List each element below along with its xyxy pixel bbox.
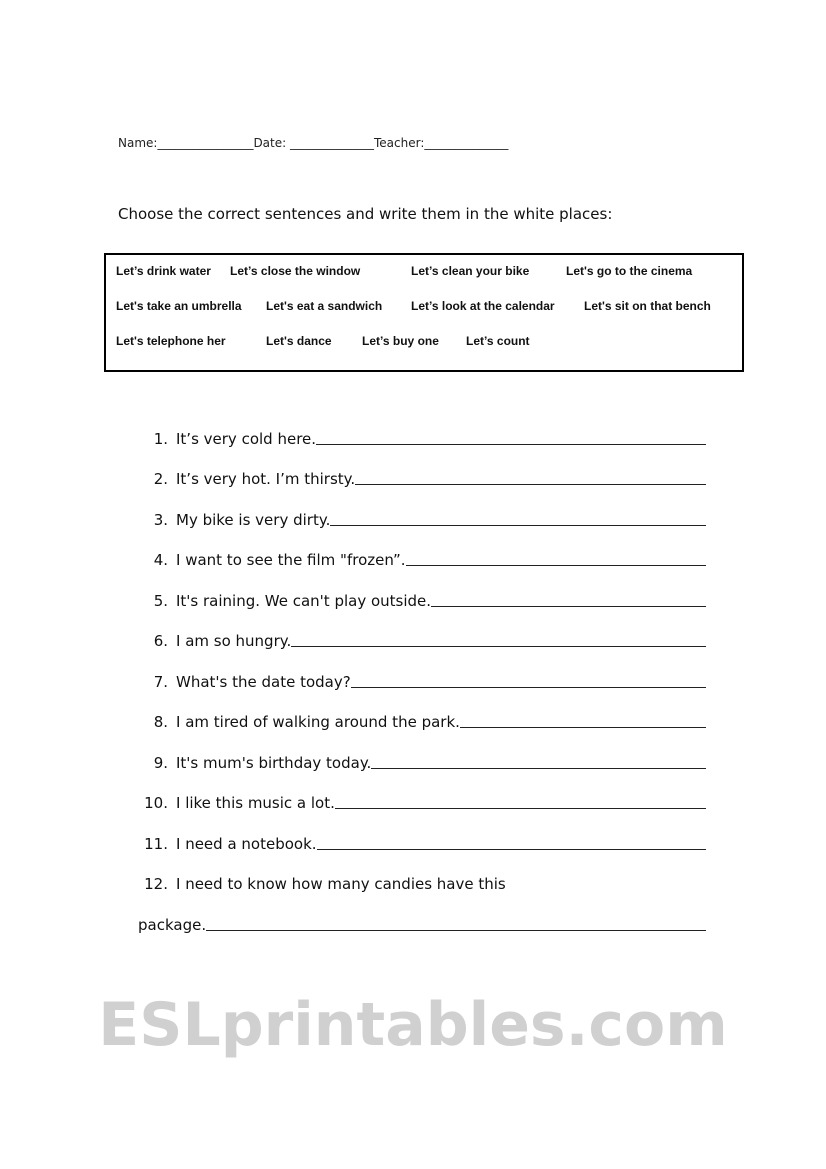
answer-line[interactable] (335, 808, 706, 809)
question-number: 11. (144, 835, 168, 853)
question-row (138, 549, 706, 569)
question-number: 10. (144, 794, 168, 812)
question-row (138, 468, 706, 488)
question-number: 3. (153, 511, 168, 529)
answer-line[interactable] (316, 444, 706, 445)
answer-line[interactable] (355, 484, 706, 485)
question-row (138, 509, 706, 529)
option: Let's dance (266, 334, 332, 348)
options-box (104, 253, 744, 372)
option: Let’s close the window (230, 264, 361, 278)
question-row (138, 428, 706, 448)
question-row (138, 833, 706, 853)
option: Let’s clean your bike (411, 264, 530, 278)
answer-line[interactable] (406, 565, 706, 566)
question-text: I am so hungry. (176, 632, 292, 650)
question-number: 12. (144, 875, 168, 893)
option: Let’s drink water (116, 264, 211, 278)
question-number: 9. (153, 754, 168, 772)
question-number: 1. (153, 430, 168, 448)
option: Let's telephone her (116, 334, 226, 348)
option: Let's take an umbrella (116, 299, 242, 313)
question-number: 6. (153, 632, 168, 650)
answer-line[interactable] (317, 849, 706, 850)
question-row (138, 630, 706, 650)
question-text: It’s very cold here. (176, 430, 317, 448)
question-row (138, 752, 706, 772)
question-text: It's mum's birthday today. (176, 754, 372, 772)
option: Let's go to the cinema (566, 264, 693, 278)
watermark-logo: ESLprintables.com (98, 990, 728, 1060)
option: Let’s count (466, 334, 530, 348)
question-number: 2. (153, 470, 168, 488)
question-text: My bike is very dirty. (176, 511, 331, 529)
question-row (138, 914, 706, 934)
question-number: 4. (153, 551, 168, 569)
answer-line[interactable] (330, 525, 706, 526)
question-row (138, 590, 706, 610)
question-text: It's raining. We can't play outside. (176, 592, 432, 610)
question-text: package. (138, 916, 207, 934)
question-text: I am tired of walking around the park. (176, 713, 460, 731)
question-row (138, 873, 706, 893)
option: Let’s look at the calendar (411, 299, 555, 313)
question-text: I need a notebook. (176, 835, 317, 853)
option: Let’s buy one (362, 334, 439, 348)
answer-line[interactable] (431, 606, 706, 607)
answer-line[interactable] (460, 727, 706, 728)
answer-line[interactable] (371, 768, 706, 769)
question-number: 8. (153, 713, 168, 731)
question-text: What's the date today? (176, 673, 351, 691)
question-text: I like this music a lot. (176, 794, 335, 812)
question-number: 7. (153, 673, 168, 691)
option: Let's sit on that bench (584, 299, 711, 313)
student-info-header: Name:________________Date: ______________Teacher:______________ (118, 136, 509, 150)
question-text: It’s very hot. I’m thirsty. (176, 470, 356, 488)
answer-line[interactable] (291, 646, 706, 647)
question-row (138, 711, 706, 731)
option: Let's eat a sandwich (266, 299, 383, 313)
question-text: I need to know how many candies have this (176, 875, 506, 893)
question-row (138, 671, 706, 691)
question-number: 5. (153, 592, 168, 610)
question-text: I want to see the film "frozen”. (176, 551, 406, 569)
instructions: Choose the correct sentences and write them in the white places: (118, 205, 613, 223)
answer-line[interactable] (351, 687, 706, 688)
answer-line[interactable] (206, 930, 706, 931)
question-row (138, 792, 706, 812)
